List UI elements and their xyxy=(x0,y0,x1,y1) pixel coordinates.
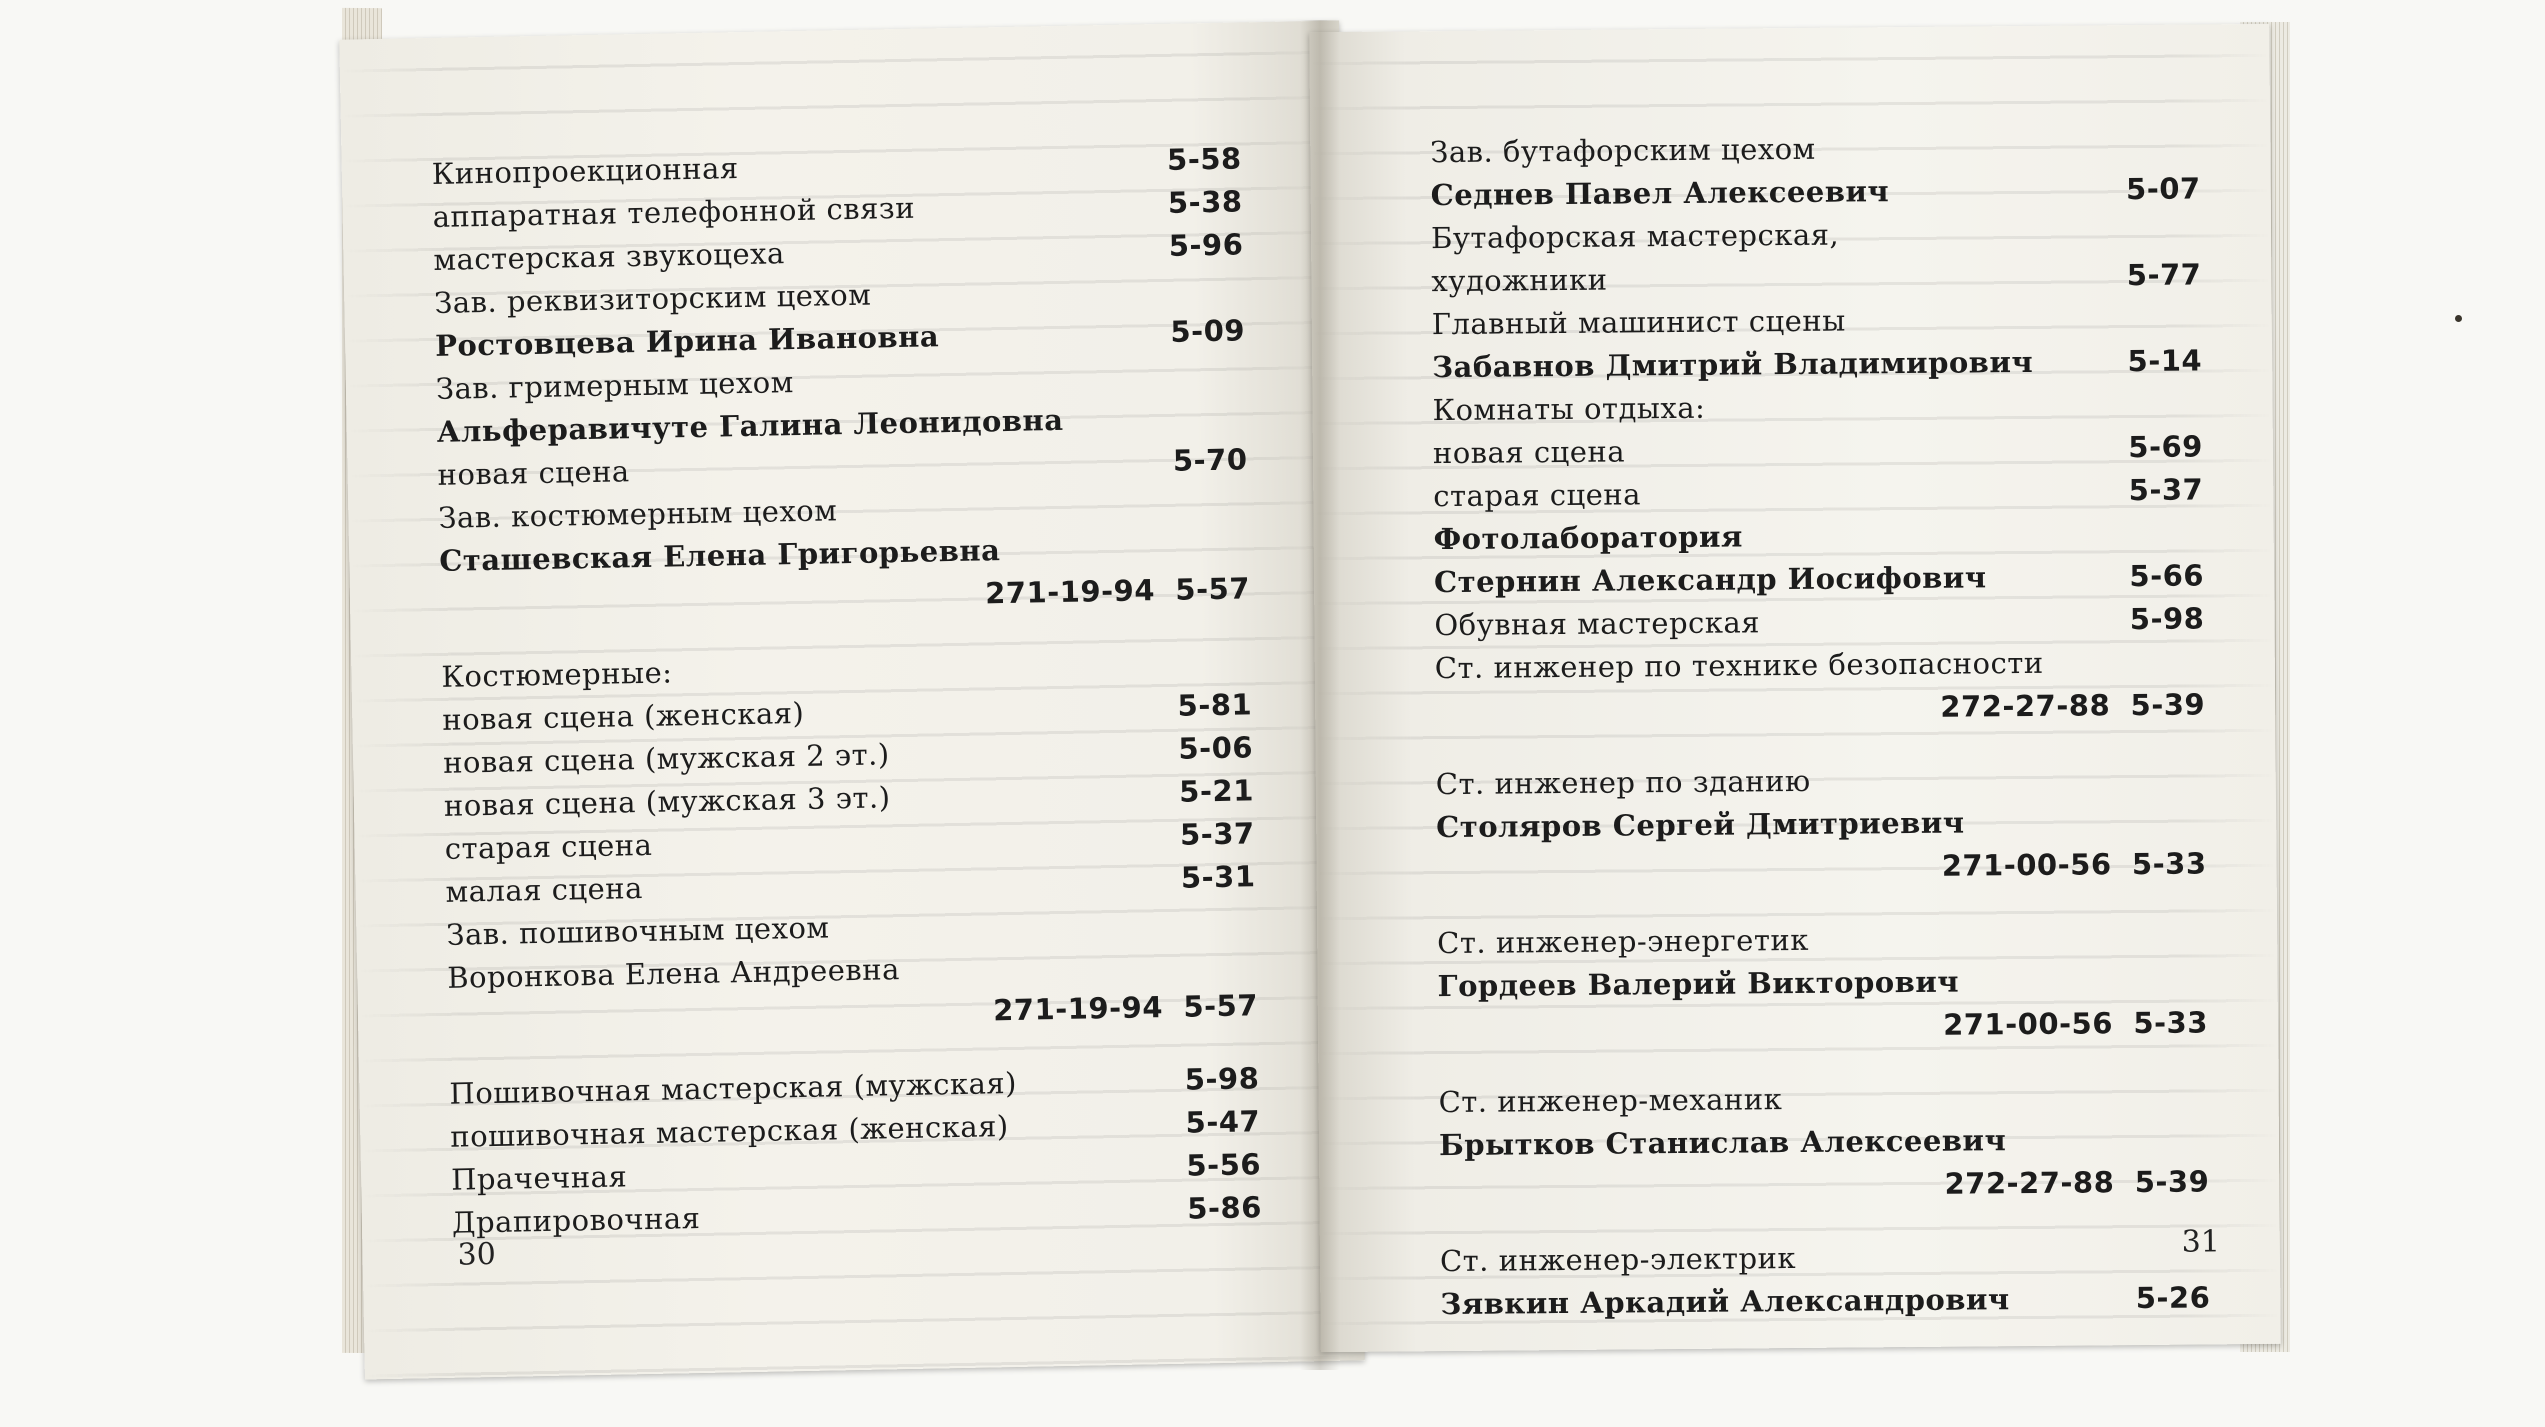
directory-line-text: аппаратная телефонной связи xyxy=(432,190,916,234)
directory-line-text: Костюмерные: xyxy=(441,655,673,694)
directory-line-text: Фотолаборатория xyxy=(1433,519,1744,557)
directory-line-text: новая сцена (женская) xyxy=(441,695,805,737)
directory-line-text: старая сцена xyxy=(444,827,653,866)
directory-line-text: Альферавичуте Галина Леонидовна xyxy=(436,402,1064,449)
internal-extension: 5-56 xyxy=(1186,1147,1262,1183)
directory-line xyxy=(1440,1233,2210,1283)
directory-line-text: Седнев Павел Алексеевич xyxy=(1430,174,1890,213)
city-phone-number: 271-00-56 xyxy=(1941,847,2112,883)
directory-line-text: Пошивочная мастерская (мужская) xyxy=(449,1065,1018,1111)
directory-line-text: Ст. инженер-энергетик xyxy=(1437,922,1810,961)
city-phone-number: 272-27-88 xyxy=(1940,688,2111,724)
internal-extension: 5-58 xyxy=(1166,141,1243,177)
internal-extension: 5-07 xyxy=(2125,171,2201,207)
directory-line-text: Гордеев Валерий Викторович xyxy=(1437,964,1960,1004)
directory-line-text: Воронкова Елена Андреевна xyxy=(446,952,901,995)
directory-line-text: Ст. инженер-электрик xyxy=(1439,1241,1797,1279)
internal-extension: 5-98 xyxy=(1184,1061,1260,1097)
directory-line-text: Главный машинист сцены xyxy=(1431,303,1846,342)
internal-extension: 5-66 xyxy=(2129,558,2205,594)
internal-extension: 5-31 xyxy=(1180,859,1256,895)
directory-line-text: Зав. гримерным цехом xyxy=(435,365,795,406)
internal-extension: 5-33 xyxy=(2131,846,2207,882)
directory-line xyxy=(1436,842,2206,892)
internal-extension: 5-37 xyxy=(2128,472,2204,508)
directory-line-text: Зав. реквизиторским цехом xyxy=(433,277,872,320)
directory-line-text: новая сцена (мужская 3 эт.) xyxy=(443,780,891,823)
internal-extension: 5-37 xyxy=(1179,816,1255,852)
directory-line xyxy=(1434,597,2204,647)
directory-line xyxy=(1431,210,2201,260)
city-phone-number: 271-19-94 xyxy=(992,990,1164,1028)
directory-line-text: Зав. костюмерным цехом xyxy=(438,493,838,535)
directory-line-text: Стернин Александр Иосифович xyxy=(1433,560,1987,600)
directory-line xyxy=(1437,915,2207,965)
directory-line xyxy=(1432,296,2202,346)
dust-speck xyxy=(2455,315,2462,322)
directory-line-text: Бутафорская мастерская, xyxy=(1430,217,1840,256)
directory-line-text: Зав. пошивочным цехом xyxy=(446,910,830,952)
page-number-right: 31 xyxy=(2181,1224,2221,1260)
internal-extension: 5-86 xyxy=(1186,1190,1263,1226)
directory-line xyxy=(1436,799,2206,849)
directory-line-text: Сташевская Елена Григорьевна xyxy=(438,533,1001,578)
internal-extension: 5-26 xyxy=(2135,1280,2211,1316)
directory-line xyxy=(1433,468,2203,518)
directory-line xyxy=(1431,167,2201,217)
left-page-directory xyxy=(431,137,1262,1244)
directory-line xyxy=(1433,425,2203,475)
directory-line xyxy=(1434,511,2204,561)
internal-extension: 5-57 xyxy=(1183,988,1259,1024)
internal-extension: 5-77 xyxy=(2126,257,2202,293)
directory-line-text: мастерская звукоцеха xyxy=(433,236,786,277)
internal-extension: 5-09 xyxy=(1170,313,1246,349)
directory-line xyxy=(1438,1074,2208,1124)
internal-extension: 5-39 xyxy=(2130,687,2206,723)
directory-line xyxy=(1439,1160,2209,1210)
internal-extension: 5-33 xyxy=(2133,1005,2209,1041)
page-number-left: 30 xyxy=(457,1236,497,1273)
internal-extension: 5-21 xyxy=(1178,773,1255,809)
directory-line-text: старая сцена xyxy=(1433,477,1642,514)
directory-line-text: Ростовцева Ирина Ивановна xyxy=(434,319,940,363)
internal-extension: 5-69 xyxy=(2128,429,2204,465)
internal-extension: 5-06 xyxy=(1178,730,1254,766)
book-gutter xyxy=(1300,20,1340,1370)
directory-line-text: новая сцена (мужская 2 эт.) xyxy=(442,737,890,780)
internal-extension: 5-98 xyxy=(2129,601,2205,637)
directory-line xyxy=(1440,1276,2210,1326)
city-phone-number: 272-27-88 xyxy=(1944,1165,2115,1201)
directory-line-text: Забавнов Дмитрий Владимирович xyxy=(1432,344,2034,385)
internal-extension: 5-81 xyxy=(1177,687,1253,723)
internal-extension: 5-14 xyxy=(2127,343,2203,379)
directory-line-text: новая сцена xyxy=(1432,434,1626,471)
directory-line xyxy=(1434,554,2204,604)
directory-line-text: Обувная мастерская xyxy=(1434,605,1761,643)
directory-line xyxy=(1435,640,2205,690)
directory-line xyxy=(1432,382,2202,432)
directory-line-text: Драпировочная xyxy=(451,1201,701,1240)
directory-line-text: Ст. инженер-механик xyxy=(1438,1082,1783,1120)
directory-line xyxy=(1438,1001,2208,1051)
directory-line xyxy=(1435,683,2205,733)
directory-line xyxy=(1430,124,2200,174)
directory-line-text: пошивочная мастерская (женская) xyxy=(449,1109,1009,1154)
directory-line-text: Кинопроекционная xyxy=(431,151,739,191)
internal-extension: 5-70 xyxy=(1172,442,1248,478)
internal-extension: 5-57 xyxy=(1175,571,1251,607)
directory-line-text: Ст. инженер по зданию xyxy=(1435,763,1811,802)
directory-line xyxy=(1431,253,2201,303)
city-phone-number: 271-00-56 xyxy=(1942,1006,2114,1042)
directory-line xyxy=(1432,339,2202,389)
right-page xyxy=(1309,24,2280,1352)
directory-line-text: новая сцена xyxy=(437,454,630,492)
directory-line xyxy=(1439,1117,2209,1167)
internal-extension: 5-38 xyxy=(1167,184,1243,220)
directory-line-text: Ст. инженер по технике безопасности xyxy=(1434,645,2044,686)
directory-line xyxy=(1436,756,2206,806)
directory-line-text: Зявкин Аркадий Александрович xyxy=(1440,1282,2010,1322)
directory-line-text: малая сцена xyxy=(445,871,644,909)
directory-line-text: Комнаты отдыха: xyxy=(1432,390,1706,428)
left-page xyxy=(339,21,1365,1380)
directory-line-text: художники xyxy=(1431,262,1608,299)
directory-line-text: Брытков Станислав Алексеевич xyxy=(1438,1123,2007,1163)
directory-line xyxy=(1437,958,2207,1008)
directory-line-text: Прачечная xyxy=(450,1159,628,1197)
internal-extension: 5-39 xyxy=(2134,1164,2210,1200)
internal-extension: 5-47 xyxy=(1185,1104,1261,1140)
internal-extension: 5-96 xyxy=(1168,227,1244,263)
directory-line-text: Столяров Сергей Дмитриевич xyxy=(1436,805,1965,845)
right-page-directory xyxy=(1430,124,2210,1326)
directory-line-text: Зав. бутафорским цехом xyxy=(1430,131,1816,170)
city-phone-number: 271-19-94 xyxy=(984,573,1156,611)
